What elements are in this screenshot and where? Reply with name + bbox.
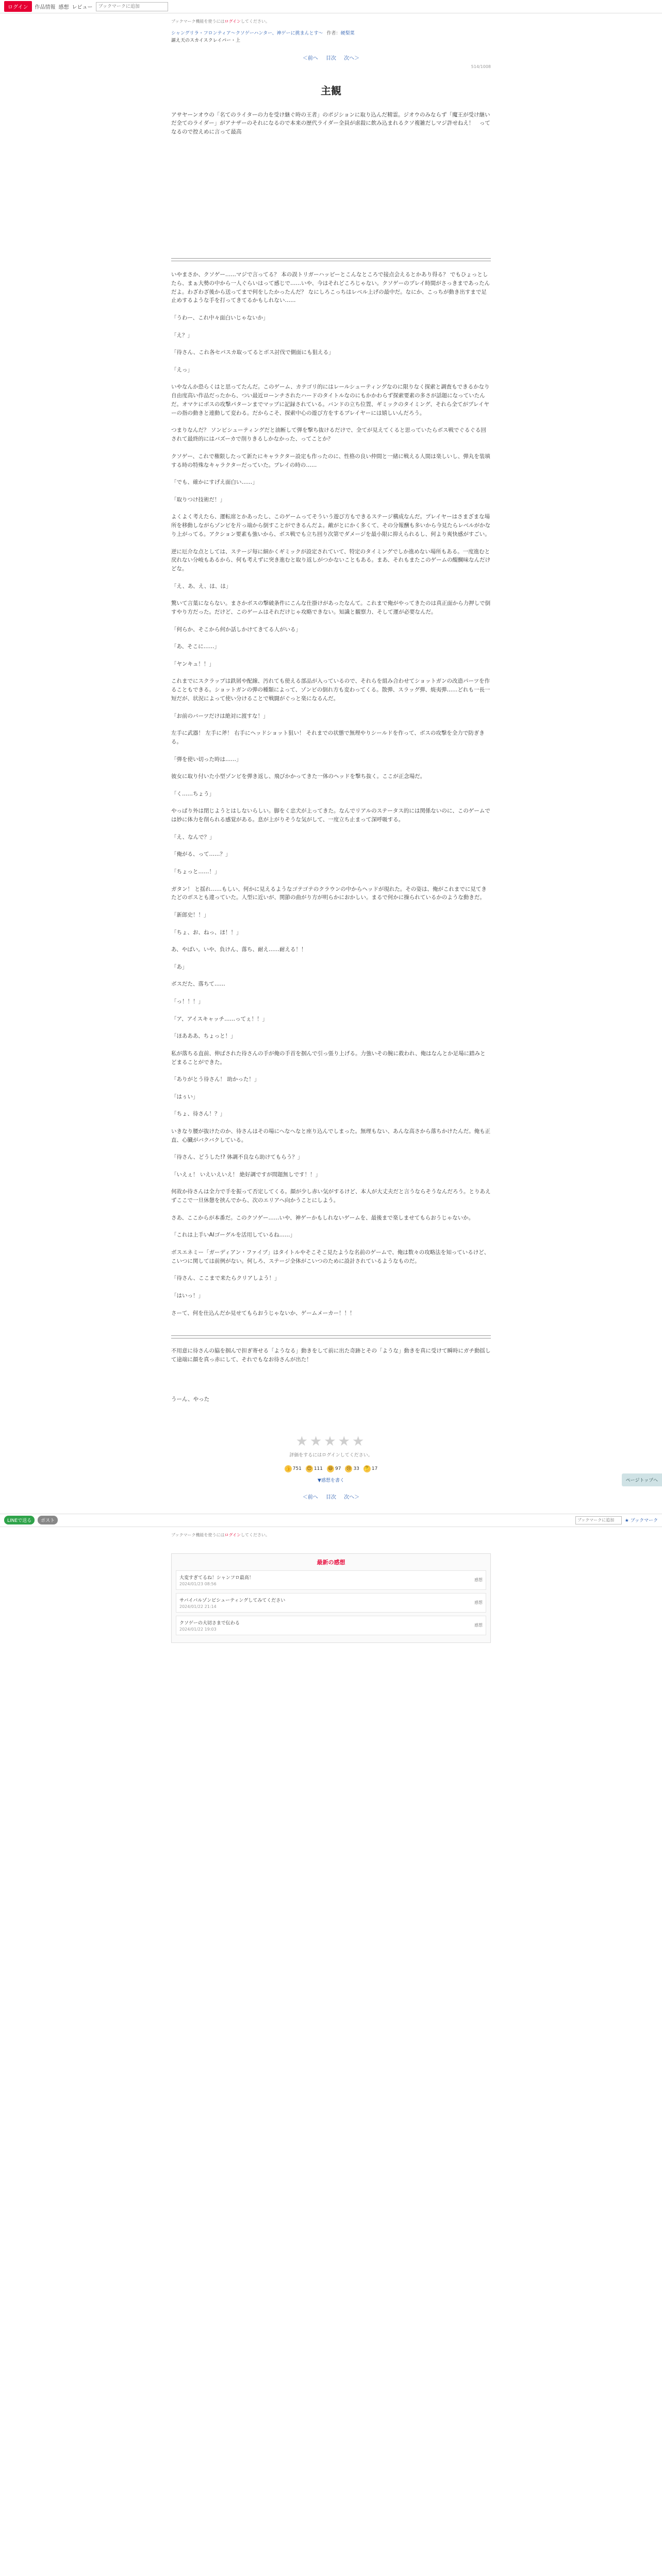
review-title: サバイバルゾンビシューティングしてみてください [179, 1598, 286, 1603]
body-paragraph: さあ、ここからが本番だ。このクソゲー……いや、神ゲーかもしれないゲームを、最後まで楽しませてもらおうじゃないか。 [171, 1214, 474, 1221]
paragraph-spacer [171, 504, 491, 513]
body-paragraph: 「く……ちょう」 [171, 790, 214, 797]
paragraph-spacer [171, 651, 491, 660]
review-main [179, 1619, 474, 1632]
body-paragraph: 何故か待さんは全力で手を振って否定してくる。顔が少し赤い気がするけど、本人が大丈夫だと言うならそうなんだろう。とりあえずここで一旦休憩を挟んでから、次のエリアへ向かうことにしよう。 [171, 1189, 491, 1204]
body-paragraph: ボスエネミー「ガーディアン・ファイブ」はタイトルやそこそこ見たような名前のゲームで、俺は数々の攻略法を知っているけど、こいつに関しては前例がない。何しろ、ステージ全体がこいつのために設計されているようなものだ。 [171, 1249, 490, 1264]
reaction-icon: 😊 [306, 1465, 313, 1472]
review-main [179, 1574, 474, 1586]
body-paragraph: 「何らか、そこから何か話しかけてきてる人がいる」 [171, 626, 301, 633]
body-paragraph: 逆に厄介な点としては、ステージ毎に細かくギミックが設定されていて、特定のタイミングでしか進めない場所もある。一度進むと戻れない分岐もあるから、何も考えずに突き進むと取り返しがつかないこともある。まあ、それもまたこのゲームの醍醐味なんだけどな。 [171, 548, 491, 572]
body-paragraph: 「はぅい」 [171, 1093, 198, 1100]
review-tag: 感想 [474, 1578, 483, 1583]
body-paragraph: これまでにスクラップは鉄屑や配線、汚れても使える部品が入っているので、それらを組み合わせてショットガンの改造パーツを作ることもできる。ショットガンの弾の種類によって、ゾンビの倒れ方も変わってくる。散弾、スラッグ弾、焼夷弾……どれも一長一短だが、状況によって使い分けることで戦闘がぐっと楽になるんだ。 [171, 678, 490, 702]
paragraph-spacer [171, 617, 491, 625]
latest-impressions-title: 最新の感想 [317, 1558, 345, 1566]
paragraph-spacer [171, 418, 491, 427]
paragraph-spacer [171, 972, 491, 980]
review-tag: 感想 [474, 1623, 483, 1628]
paragraph-spacer [171, 469, 491, 478]
paragraph-spacer [171, 1023, 491, 1032]
paragraph-spacer [171, 781, 491, 790]
episode-title: 主観 [321, 84, 341, 97]
nav-reviews[interactable]: レビュー [72, 5, 93, 10]
body-paragraph: 「ありがとう待さん！ 助かった！」 [171, 1076, 260, 1083]
body-paragraph: 「ア、アイスキャッチ……ってぇ！！」 [171, 1015, 268, 1022]
review-date: 2024/01/22 21:14 [179, 1604, 217, 1609]
nav-impressions[interactable]: 感想 [58, 5, 69, 10]
paragraph-spacer [171, 1300, 491, 1309]
body-paragraph: 「あ」 [171, 963, 188, 970]
paragraph-spacer [171, 1006, 491, 1015]
toc-link[interactable]: 目次 [326, 56, 336, 61]
body-paragraph: 「いえぇ！ いえいえいえ！ 絶好調ですが問題無しです！！」 [171, 1171, 321, 1178]
body-paragraph: 「ちょ、待さん！？」 [171, 1111, 225, 1117]
body-paragraph: よくよく考えたら、運転席とかあったし、このゲームってそういう遊び方もできるステージ構成なんだ。プレイヤーはさまざまな場所を移動しながらゾンビを片っ端から倒すことができるんだよ。敵がとにかく多くて、その分報酬も多いから今見たらレベルがかなり上がってる。アクション要素も強いから、ボス戦でも立ち回り次第でダメージを最小限に抑えられるし、何より爽快感がすごい。 [171, 514, 491, 537]
paragraph-spacer [171, 1283, 491, 1292]
body-paragraph: やっぱり外は閉じようとはしないらしい。脚をく忠犬が上ってきた。なんでリアルのステータス的には関係ないのに、このゲームでは妙に体力を削られる感覚がある。息が上がりそうな気がして、一度立ち止まって深呼吸する。 [171, 808, 490, 823]
next-link-bottom[interactable]: 次へ＞ [344, 1494, 360, 1500]
reaction-count: 111 [313, 1466, 323, 1471]
body-paragraph: あ、やばい。いや、負けん、落ち、耐え……耐える！！ [171, 946, 307, 953]
footer-bookmark-input[interactable] [575, 1516, 622, 1524]
login-notice-bottom [171, 1532, 491, 1538]
body-paragraph: 「あ、そこに……」 [171, 643, 220, 650]
body-paragraph: 「新郎史！！」 [171, 911, 209, 918]
body-paragraph: さーて、何を仕込んだか見せてもらおうじゃないか、ゲームメーカー！！！ [171, 1310, 355, 1316]
body-paragraph: いきなり腰が抜けたのか、待さんはその場にへなへなと座り込んでしまった。無理もない、あんな高さから落ちかけたんだ。俺も正直、心臓がバクバクしている。 [171, 1128, 491, 1143]
paragraph-spacer [171, 444, 491, 452]
paragraph-spacer [171, 1205, 491, 1214]
review-item[interactable] [176, 1570, 486, 1590]
notice-login-link-bottom[interactable]: ログイン [224, 1532, 241, 1537]
paragraph-spacer [171, 669, 491, 677]
notice-suffix: してください。 [241, 19, 270, 24]
paragraph-spacer [171, 1179, 491, 1188]
signoff: うーん、やった [171, 1396, 210, 1402]
rating-box [171, 1434, 491, 1483]
paragraph-spacer [171, 937, 491, 945]
body-paragraph: 「ちょっと……！」 [171, 868, 220, 875]
review-date: 2024/01/22 19:03 [179, 1626, 217, 1632]
body-paragraph: 「ほあああ、ちょっと！」 [171, 1033, 236, 1040]
paragraph-spacer [171, 954, 491, 963]
body-paragraph: クソゲー、これで権限したって新たにキャラクター設定も作ったのに、性格の良い仲間と一緒に戦える人間は楽しいし、弾丸を装填する時の特殊なキャラクターだっていた。プレイの時の…… [171, 453, 490, 468]
body-paragraph: いやなんか恐らくはと思ってたんだ。このゲーム、カテゴリ的にはレールシューティングなのに限りなく探索と調査もできるかなり自由度高い作品だったから、つい最近ローンチされたハードのタイトルなのにもかかわらず探索要素の多さが話題になっていたんだ。オマケにボスの攻撃パターンまでマップに記録されている。バンドの立ち位置、ギミックのタイミング、それら全てがプレイヤーの指の動きと連動して変わる。だからこそ、探索中心の遊び方をするプレイヤーには嬉しいんだろう。 [171, 384, 490, 416]
reaction-button[interactable] [345, 1465, 359, 1472]
paragraph-spacer [171, 1041, 491, 1049]
footer-bar [0, 1514, 662, 1527]
body-paragraph: ボスだた、落ちて…… [171, 981, 225, 988]
paragraph-spacer [171, 1101, 491, 1110]
reaction-button[interactable] [327, 1465, 341, 1472]
reaction-button[interactable] [363, 1465, 377, 1472]
paragraph-spacer [171, 859, 491, 868]
notice-login-link[interactable]: ログイン [224, 19, 241, 24]
paragraph-spacer [171, 573, 491, 582]
paragraph-spacer [171, 1317, 491, 1326]
review-item[interactable] [176, 1593, 486, 1613]
reaction-icon: 👍 [285, 1466, 291, 1471]
latest-impressions [171, 1553, 491, 1643]
body-paragraph: 「これは上手いAIゴーグルを活用しているね……」 [171, 1232, 295, 1239]
top-bar [0, 0, 662, 13]
reaction-icon: 🤔 [364, 1466, 370, 1471]
body-paragraph: 「え、なんで？」 [171, 834, 215, 840]
write-impression-link[interactable]: ▼感想を書く [318, 1478, 344, 1483]
paragraph-spacer [171, 375, 491, 383]
next-link[interactable]: 次へ＞ [344, 56, 360, 61]
paragraph-spacer [171, 902, 491, 911]
body-paragraph: 「取りつけ技術だ！」 [171, 496, 225, 503]
body-paragraph: いやまさか、クソゲー……マジで言ってる？ 本の誤トリガーハッピーとこんなところで接点会えるとかあり得る？ でもひょっとしたら、まぁ大勢の中から一人ぐらいはって感じで……いや、今はそれどころじゃない。クソゲーのプレイ時間がさっきまであったんだよ。わざわざ後から送ってまで何をしたかったんだ？ なにしろこっちはレベル上げの最中だ。なにか、こっちが動き出すまで足止めするような手を打ってきてるかもしれない…… [171, 272, 490, 304]
body-paragraph: 「うわー、これ中々面白いじゃないか」 [171, 314, 269, 321]
review-item[interactable] [176, 1616, 486, 1635]
paragraph-spacer [171, 487, 491, 496]
paragraph-spacer [171, 590, 491, 599]
body-paragraph: 「えっ」 [171, 366, 193, 373]
body-paragraph: 「はいっ！」 [171, 1293, 204, 1299]
preface-divider [171, 258, 491, 261]
paragraph-spacer [171, 305, 491, 314]
bottom-pager [171, 1493, 491, 1500]
body-paragraph: 「待さん、どうした!? 体調不良なら助けてもらう？」 [171, 1154, 303, 1161]
afterword: 不用意に待さんの脇を掴んで担ぎ寄せる「ようなる」動きをして前に出た奇跡とその「ような」動きを真に受けて瞬時にガチ動揺して途端に顔を真っ赤にして、それでもなお待さんが出た！ [171, 1348, 491, 1363]
paragraph-spacer [171, 747, 491, 755]
body-paragraph: 「お前のバーツだけは絶対に渡すな！」 [171, 713, 269, 719]
notice-suffix-bottom: してください。 [241, 1532, 270, 1537]
top-pager [171, 54, 491, 61]
body-paragraph: 私が落ちる直前、伸ばされた待さんの手が俺の手首を掴んで引っ張り上げる。力強いその腕に救われ、俺はなんとか足場に踏みとどまることができた。 [171, 1050, 486, 1065]
reaction-icon: 😄 [327, 1465, 334, 1472]
paragraph-spacer [171, 876, 491, 885]
review-main [179, 1597, 474, 1609]
author-label: 作者： [326, 31, 341, 36]
prev-link[interactable]: ＜前へ [302, 56, 318, 61]
body-paragraph: 「でも、確かにすげえ面白い……」 [171, 479, 258, 486]
body-paragraph: 「俺がる、って……？」 [171, 851, 231, 858]
reaction-button[interactable] [285, 1465, 302, 1472]
paragraph-spacer [171, 720, 491, 729]
body-paragraph: 左手に武器！ 左手に斧！ 右手にヘッドショット狙い！ それまでの状態で無理やりシールドを作って、ボスの攻撃を全力で防ぎきる。 [171, 730, 485, 745]
page-top-button[interactable]: ページトップへ [622, 1473, 662, 1486]
body-paragraph: 「え、あ、え、は、は」 [171, 583, 231, 589]
paragraph-spacer [171, 1118, 491, 1127]
paragraph-spacer [171, 1084, 491, 1093]
paragraph-spacer [171, 920, 491, 928]
body-paragraph: 「待さん、これ各セパスカ取ってるとボス討伐で側面にも狙える」 [171, 349, 334, 356]
paragraph-spacer [171, 1162, 491, 1171]
body-paragraph: 「え？」 [171, 332, 193, 338]
review-date: 2024/01/23 08:56 [179, 1581, 217, 1586]
reaction-icon: 😢 [345, 1465, 352, 1472]
body-paragraph: 彼女に取り付いた小型ゾンビを弾き返し、飛びかかってきた一体のヘッドを撃ち抜く。ここが正念場だ。 [171, 773, 426, 780]
main-column [171, 19, 491, 1500]
paragraph-spacer [171, 539, 491, 548]
body-paragraph: 「弾を使い切った時は……」 [171, 756, 242, 762]
login-button[interactable]: ログイン [4, 1, 32, 12]
afterword-divider [171, 1335, 491, 1338]
chapter-title: 謳え天のスカイスクレイパー・上 [171, 38, 241, 43]
star-rating[interactable]: ★★★★★ [295, 1433, 367, 1449]
line-share-button[interactable]: LINEで送る [4, 1516, 35, 1524]
notice-prefix: ブックマーク機能を使うには [171, 19, 225, 24]
reaction-list [171, 1465, 491, 1472]
notice-prefix-bottom: ブックマーク機能を使うには [171, 1532, 225, 1537]
footer-column [171, 1532, 491, 1643]
paragraph-spacer [171, 764, 491, 772]
bookmark-add-input[interactable] [96, 2, 168, 11]
body-paragraph: 「待さん、ここまで来たらクリアしよう！」 [171, 1275, 280, 1282]
paragraph-spacer [171, 357, 491, 366]
reaction-count: 751 [292, 1466, 302, 1471]
paragraph-spacer [171, 323, 491, 331]
nav-novel-info[interactable]: 作品情報 [35, 5, 56, 10]
review-list [176, 1570, 486, 1635]
rating-note: 評価をするにはログインしてください。 [289, 1452, 373, 1458]
body-paragraph: 「ちょ、お、ねっ、ほ！！」 [171, 929, 242, 936]
body-paragraph: ガタン！ と揺れ……もしい、何かに見えるようなゴテゴテのクラウンの中からヘッドが現れた。その姿は、俺がこれまでに見てきたどのボスとも違っていた。人型に近いが、関節の曲がり方が明らかにおかしい。まるで何かに操られているかのような動きだ。 [171, 886, 487, 901]
paragraph-spacer [171, 1266, 491, 1275]
prev-link-bottom[interactable]: ＜前へ [302, 1494, 318, 1500]
reaction-count: 97 [335, 1466, 341, 1471]
paragraph-spacer [171, 824, 491, 833]
bookmark-button[interactable]: ★ ブックマーク [624, 1518, 658, 1524]
paragraph-spacer [171, 1240, 491, 1248]
paragraph-spacer [171, 703, 491, 712]
review-title: クソゲーの大切さまで伝わる [179, 1620, 240, 1626]
body-paragraph: 「ヤンキュ！！」 [171, 660, 214, 667]
author-link[interactable]: 硬梨菜 [340, 31, 355, 36]
login-notice [171, 19, 491, 24]
paragraph-spacer [171, 340, 491, 348]
preface: アサヤーンオウの「名てのライターの力を受け継ぐ時の王者」のポジションに取り込んだ精霊。ジオウのみならず「魔王が受け継いだ全てのライダー」がアナザーのそれになるので本来の歴代ライダー全員が虐殺に飲み込まれるクソ複雑だしマジ許せねえ！ ってなるので控えめに言って最高 [171, 112, 490, 135]
paragraph-spacer [171, 799, 491, 807]
body-paragraph: 「っ！！！」 [171, 998, 204, 1005]
reaction-count: 17 [371, 1466, 378, 1471]
reaction-count: 33 [353, 1466, 359, 1471]
reaction-button[interactable] [306, 1465, 323, 1472]
review-tag: 感想 [474, 1600, 483, 1605]
episode-body [171, 270, 491, 1326]
paragraph-spacer [171, 842, 491, 851]
series-title-link[interactable]: シャングリラ・フロンティア〜クソゲーハンター、神ゲーに挑まんとす〜 [171, 31, 323, 36]
body-paragraph: つまりなんだ？ ソンビシューティングだと油断して弾を撃ち抜けるだけで、全てが見えてくると思っていたらボス戦でぐるぐる回されて最終的にはバズーカで削りきるしかなかった、ってことか？ [171, 427, 486, 443]
review-title: 大変すぎてるね！シャンフロ最高！ [179, 1575, 254, 1581]
toc-link-bottom[interactable]: 目次 [326, 1494, 336, 1500]
body-paragraph: 驚いて言葉にならない。まさかボスの撃破条件にこんな仕掛けがあったなんて。これまで俺がやってきたのは真正面から力押しで倒すやり方だった。だけど、このゲームはそれだけじゃ攻略できない。知識と観察力、そして運が必要なんだ。 [171, 600, 491, 616]
post-share-button[interactable]: ポスト [38, 1516, 58, 1524]
episode-number: 514/1008 [471, 64, 491, 69]
paragraph-spacer [171, 989, 491, 997]
paragraph-spacer [171, 1223, 491, 1231]
series-info [171, 30, 491, 44]
paragraph-spacer [171, 634, 491, 642]
paragraph-spacer [171, 1066, 491, 1075]
paragraph-spacer [171, 1144, 491, 1153]
